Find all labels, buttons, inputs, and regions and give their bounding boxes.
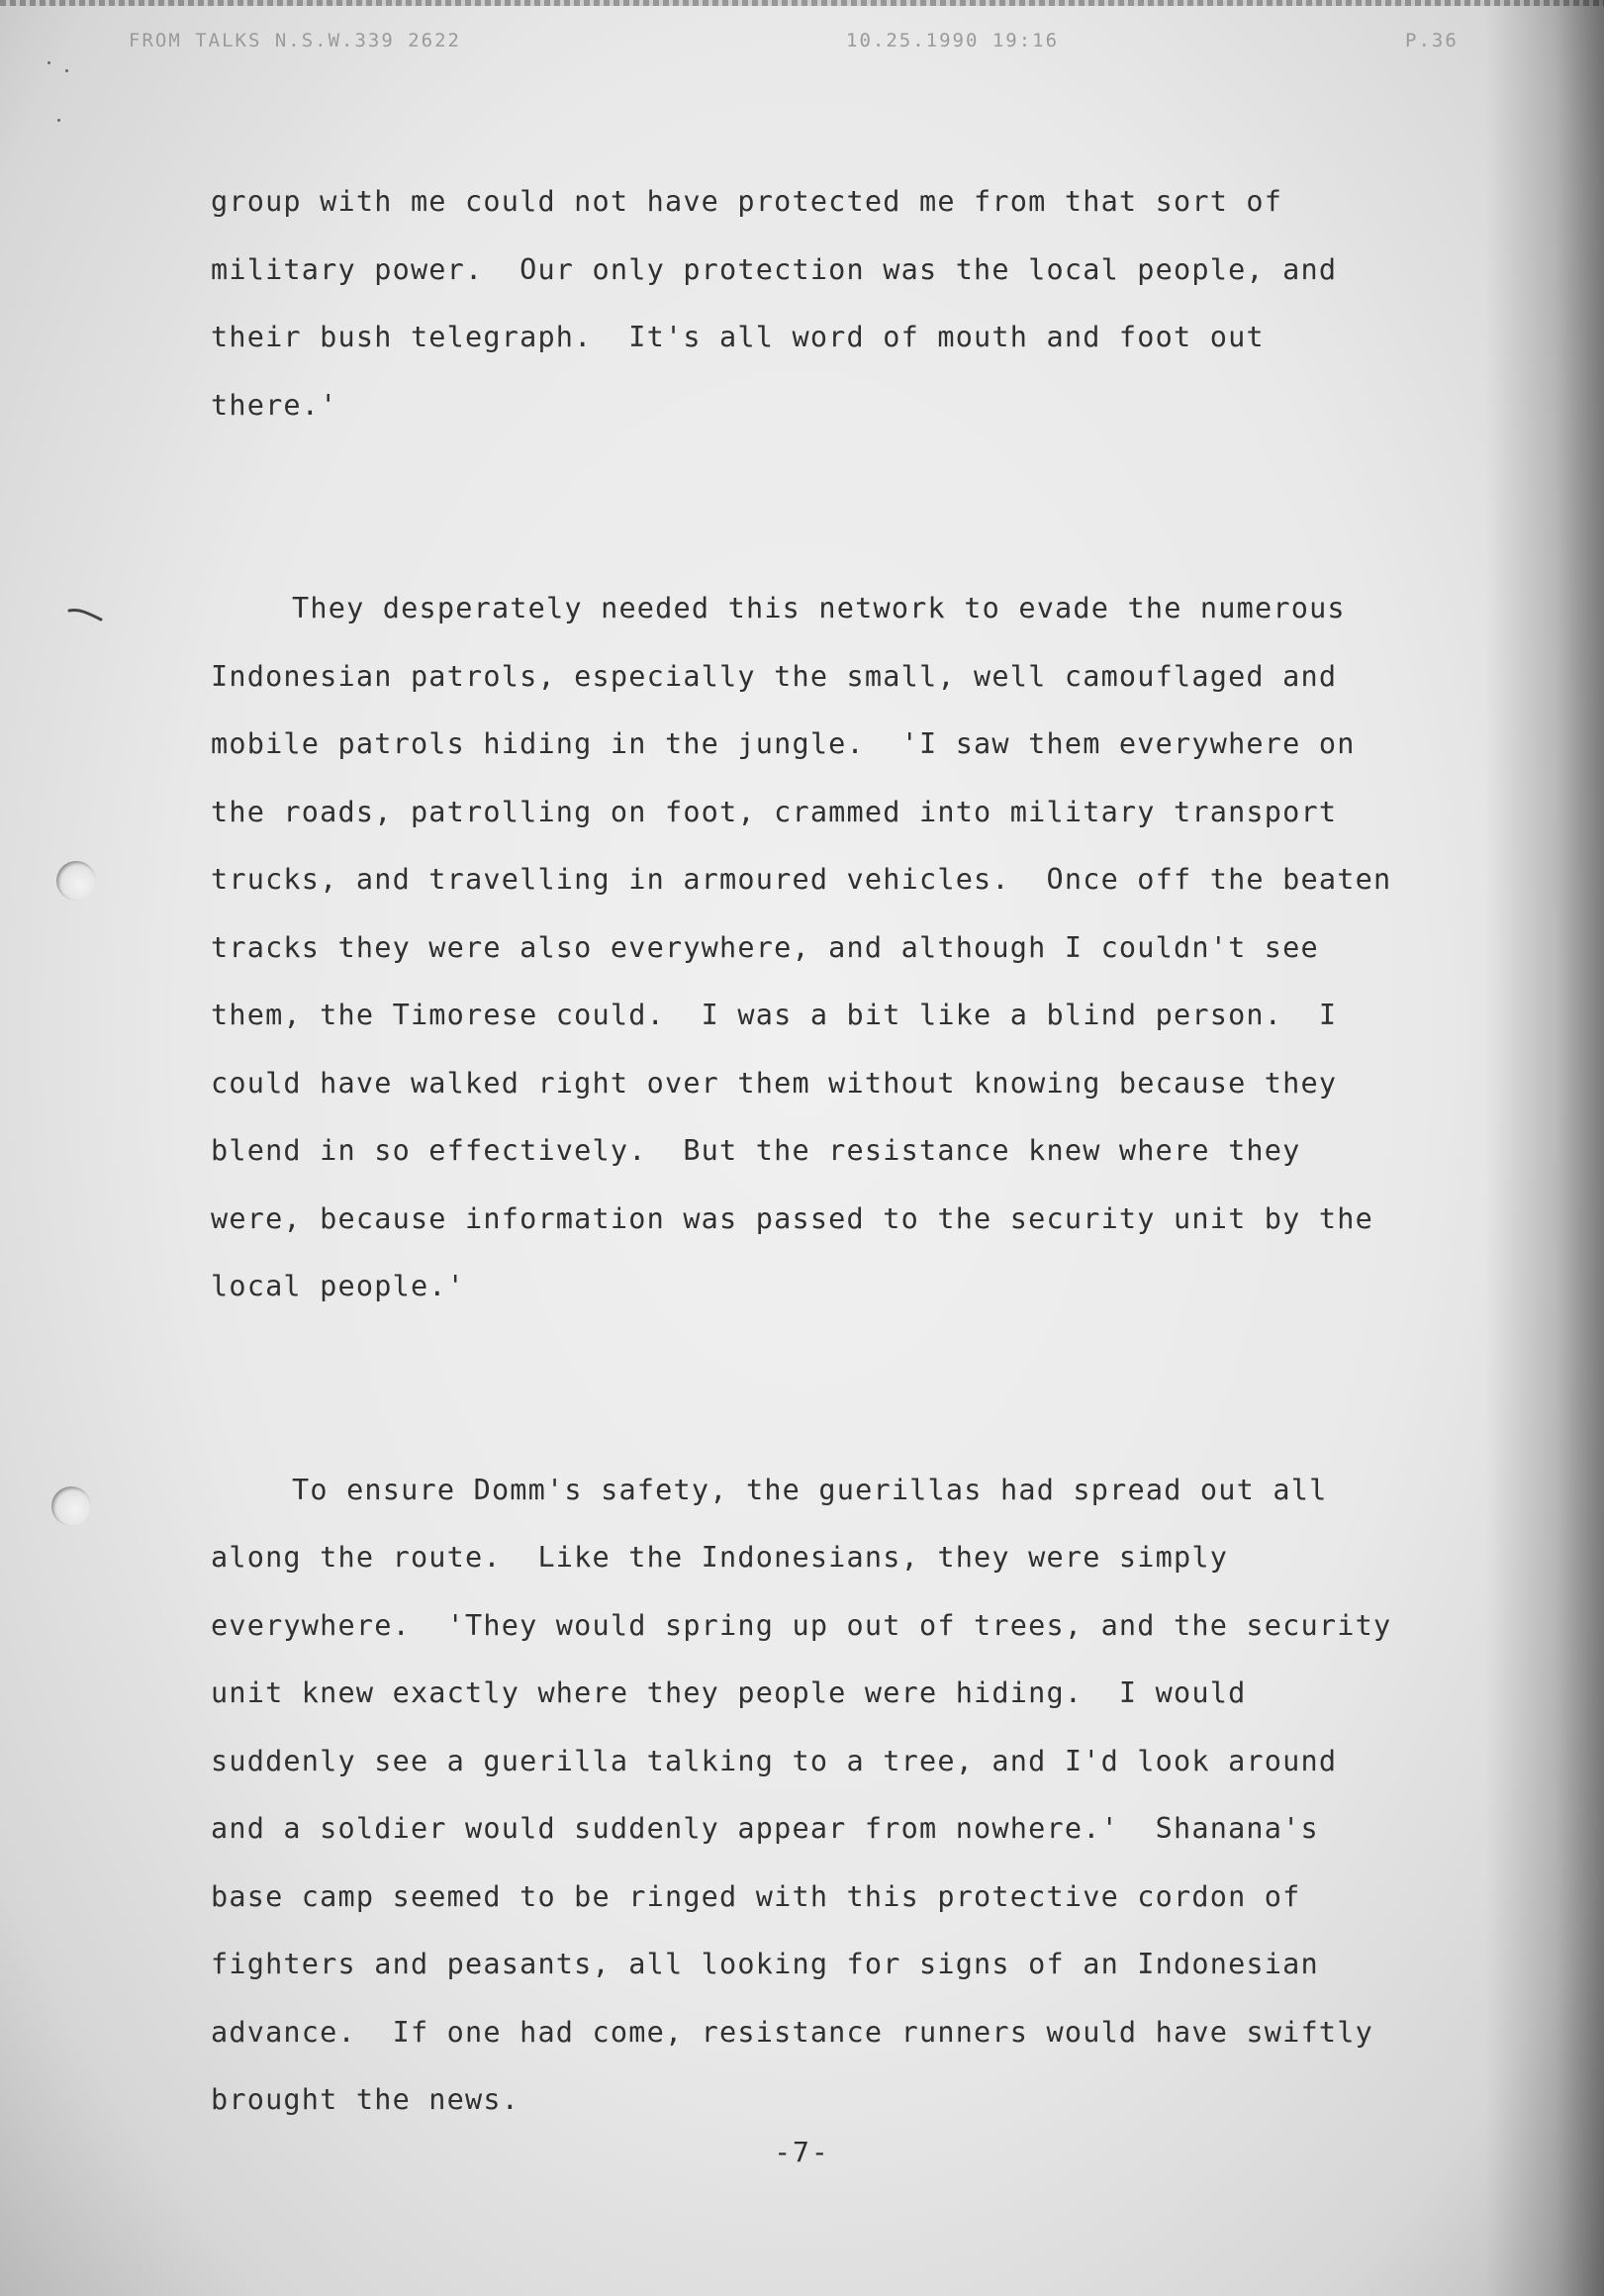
scan-speck xyxy=(57,119,60,122)
fax-header-from: FROM TALKS N.S.W.339 2622 xyxy=(129,30,461,51)
text-line: To ensure Domm's safety, the guerillas had spread out all xyxy=(292,1473,1328,1506)
paragraph-gap xyxy=(211,1321,1507,1457)
body-text xyxy=(211,168,1507,2135)
text-line: the roads, patrolling on foot, crammed into military transport xyxy=(211,795,1338,828)
text-line: there.' xyxy=(211,388,338,422)
text-line: local people.' xyxy=(211,1270,466,1302)
text-line: them, the Timorese could. I was a bit like a blind person. I xyxy=(211,999,1338,1031)
text-line: and a soldier would suddenly appear from nowhere.' Shanana's xyxy=(211,1812,1319,1845)
text-line: base camp seemed to be ringed with this protective cordon of xyxy=(211,1879,1301,1913)
text-line: could have walked right over them without knowing because they xyxy=(211,1066,1338,1100)
page-number: -7- xyxy=(774,2136,830,2168)
text-line: Indonesian patrols, especially the small, well camouflaged and xyxy=(211,659,1338,693)
text-line: They desperately needed this network to evade the numerous xyxy=(292,592,1346,624)
punch-hole xyxy=(56,861,96,901)
text-line: trucks, and travelling in armoured vehicles. Once off the beaten xyxy=(211,863,1392,896)
scan-speck xyxy=(47,61,50,64)
text-line: advance. If one had come, resistance runners would have swiftly xyxy=(211,2015,1373,2049)
text-line: were, because information was passed to the security unit by the xyxy=(211,1201,1373,1235)
text-line: tracks they were also everywhere, and although I couldn't see xyxy=(211,930,1319,964)
punch-hole xyxy=(51,1486,91,1526)
paragraph xyxy=(211,575,1507,1321)
margin-pen-mark xyxy=(67,607,105,622)
text-line: unit knew exactly where they people were hiding. I would xyxy=(211,1676,1247,1709)
text-line: mobile patrols hiding in the jungle. 'I saw them everywhere on xyxy=(211,727,1356,760)
text-line: their bush telegraph. It's all word of mouth and foot out xyxy=(211,321,1265,353)
text-line: blend in so effectively. But the resistance knew where they xyxy=(211,1134,1301,1167)
page-top-edge xyxy=(0,0,1604,6)
text-line: everywhere. 'They would spring up out of trees, and the security xyxy=(211,1608,1392,1642)
fax-header-page: P.36 xyxy=(1405,30,1459,51)
text-line: along the route. Like the Indonesians, they were simply xyxy=(211,1541,1229,1574)
paragraph-gap xyxy=(211,439,1507,575)
text-line: suddenly see a guerilla talking to a tree, and I'd look around xyxy=(211,1744,1338,1777)
fax-header xyxy=(129,30,1494,59)
text-line: group with me could not have protected me from that sort of xyxy=(211,185,1283,218)
text-line: brought the news. xyxy=(211,2083,520,2116)
fax-header-datetime: 10.25.1990 19:16 xyxy=(846,30,1060,51)
paragraph xyxy=(211,1457,1507,2135)
text-line: fighters and peasants, all looking for signs of an Indonesian xyxy=(211,1948,1319,1980)
paragraph xyxy=(211,168,1507,439)
text-line: military power. Our only protection was the local people, and xyxy=(211,252,1338,286)
scan-speck xyxy=(65,69,68,72)
